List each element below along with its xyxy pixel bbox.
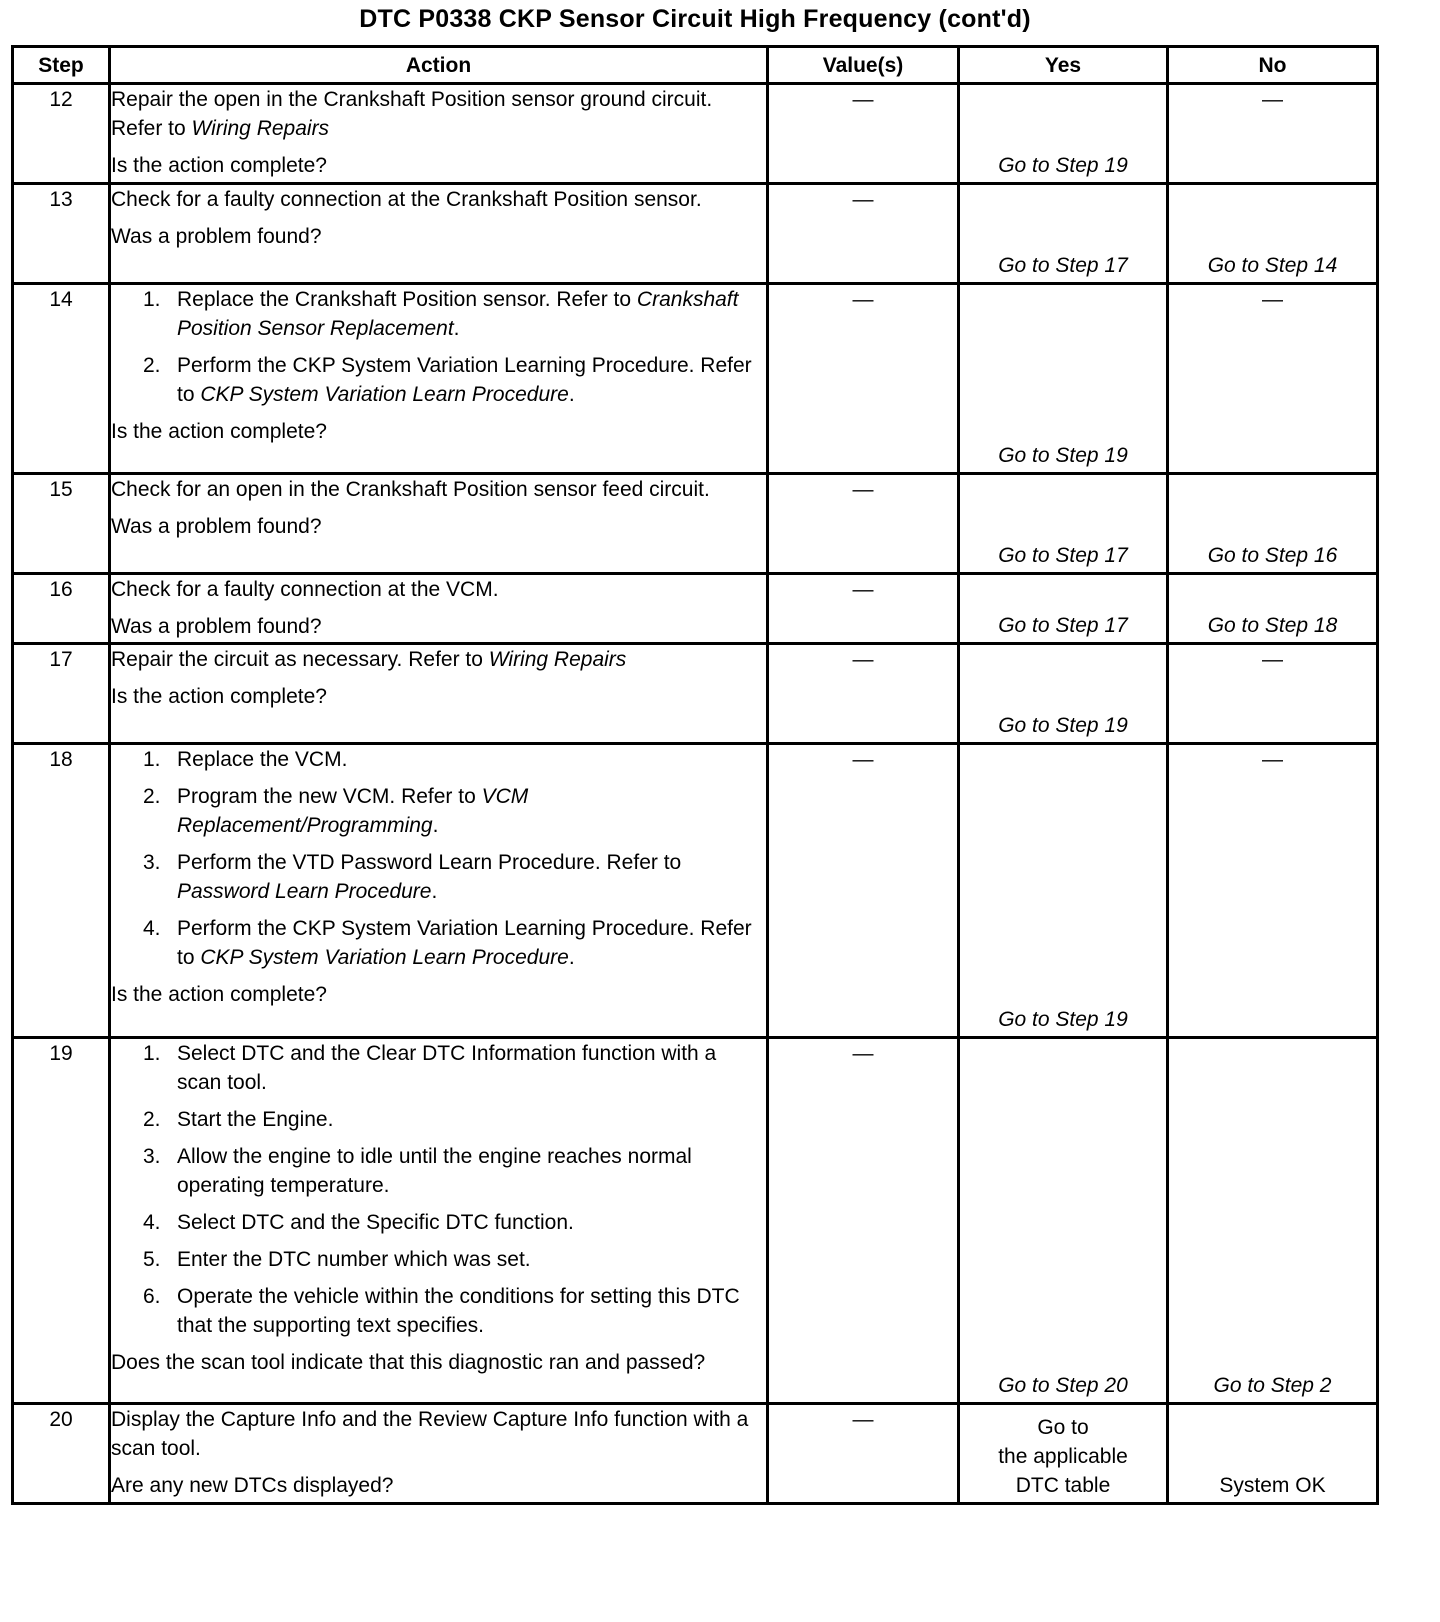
item-text: Select DTC and the Clear DTC Information function with a scan tool. <box>177 1042 717 1094</box>
table-row <box>13 184 1378 284</box>
table-row <box>13 84 1378 184</box>
action-cell <box>110 284 768 474</box>
item-text: Allow the engine to idle until the engine reaches normal operating temperature. <box>177 1145 692 1197</box>
action-text <box>111 575 766 604</box>
item-text: Perform the VTD Password Learn Procedure. Refer to <box>177 851 682 874</box>
table-row <box>13 474 1378 574</box>
item-number: 4. <box>143 917 161 940</box>
reference-link: Wiring Repairs <box>191 117 330 140</box>
action-text <box>111 1405 766 1463</box>
action-steps-list <box>111 1039 766 1340</box>
yes-cell <box>959 744 1168 1038</box>
action-cell <box>110 1038 768 1404</box>
action-cell <box>110 184 768 284</box>
diagnostic-table <box>11 45 1379 1505</box>
no-goto-step: Go to Step 16 <box>1207 544 1338 567</box>
item-text: Program the new VCM. Refer to <box>177 785 482 808</box>
reference-link: VCM Replacement/Programming <box>177 785 529 837</box>
action-step-item <box>111 351 766 409</box>
step-number: 18 <box>13 744 110 1038</box>
action-text <box>111 475 766 504</box>
yes-cell <box>959 474 1168 574</box>
yes-cell <box>959 184 1168 284</box>
no-cell <box>1168 474 1378 574</box>
no-cell: — <box>1168 744 1378 1038</box>
action-steps-list <box>111 745 766 972</box>
reference-link: Password Learn Procedure <box>177 880 432 903</box>
action-question: Are any new DTCs displayed? <box>111 1474 394 1497</box>
action-cell <box>110 574 768 644</box>
header-value: Value(s) <box>768 47 959 84</box>
item-end: . <box>453 317 460 340</box>
table-body <box>13 84 1378 1504</box>
item-end: . <box>568 946 575 969</box>
action-question: Is the action complete? <box>111 983 327 1006</box>
action-question: Is the action complete? <box>111 685 327 708</box>
item-number: 2. <box>143 785 161 808</box>
action-step-item <box>111 745 766 774</box>
page-title: DTC P0338 CKP Sensor Circuit High Frequency (cont'd) <box>359 5 1031 33</box>
item-text: Perform the CKP System Variation Learning Procedure. Refer to <box>177 354 752 406</box>
yes-goto-step: Go to Step 17 <box>998 614 1128 637</box>
yes-goto-step: Go to Step 19 <box>998 444 1128 467</box>
action-step-item <box>111 848 766 906</box>
value-cell: — <box>768 84 959 184</box>
action-text-body: Check for a faulty connection at the Crankshaft Position sensor. <box>111 188 702 211</box>
item-end: . <box>432 814 439 837</box>
value-cell: — <box>768 1038 959 1404</box>
yes-cell <box>959 644 1168 744</box>
reference-link: Wiring Repairs <box>488 648 627 671</box>
yes-goto-step: Go to Step 19 <box>998 714 1128 737</box>
no-cell <box>1168 1038 1378 1404</box>
yes-goto-step: Go to Step 19 <box>998 154 1128 177</box>
action-step-item <box>111 782 766 840</box>
action-steps-list <box>111 285 766 409</box>
action-step-item <box>111 914 766 972</box>
action-question: Is the action complete? <box>111 420 327 443</box>
action-text-body: Repair the open in the Crankshaft Position sensor ground circuit. Refer to <box>111 88 713 140</box>
no-cell <box>1168 1404 1378 1504</box>
step-number: 15 <box>13 474 110 574</box>
action-text-body: Check for an open in the Crankshaft Position sensor feed circuit. <box>111 478 710 501</box>
yes-goto-step: Go to Step 17 <box>998 544 1128 567</box>
action-cell <box>110 744 768 1038</box>
action-cell <box>110 1404 768 1504</box>
item-number: 3. <box>143 851 161 874</box>
value-cell: — <box>768 744 959 1038</box>
yes-result-line: Go to <box>1037 1416 1089 1439</box>
item-number: 5. <box>143 1248 161 1271</box>
yes-result-line: the applicable <box>998 1445 1128 1468</box>
yes-cell <box>959 1038 1168 1404</box>
action-text-body: Repair the circuit as necessary. Refer to <box>111 648 489 671</box>
item-number: 1. <box>143 1042 161 1065</box>
yes-cell <box>959 1404 1168 1504</box>
action-question: Does the scan tool indicate that this diagnostic ran and passed? <box>111 1351 706 1374</box>
table-row <box>13 1404 1378 1504</box>
action-step-item <box>111 1039 766 1097</box>
header-action: Action <box>110 47 768 84</box>
table-row <box>13 1038 1378 1404</box>
reference-link: Crankshaft Position Sensor Replacement <box>177 288 739 340</box>
item-number: 4. <box>143 1211 161 1234</box>
no-cell: — <box>1168 84 1378 184</box>
item-number: 1. <box>143 748 161 771</box>
reference-link: CKP System Variation Learn Procedure <box>200 383 569 406</box>
no-cell <box>1168 574 1378 644</box>
step-number: 19 <box>13 1038 110 1404</box>
value-cell: — <box>768 184 959 284</box>
no-goto-step: Go to Step 14 <box>1207 254 1338 277</box>
yes-goto-step: Go to Step 19 <box>998 1008 1128 1031</box>
action-question: Was a problem found? <box>111 515 322 538</box>
action-text-body: Check for a faulty connection at the VCM. <box>111 578 499 601</box>
yes-cell <box>959 574 1168 644</box>
step-number: 14 <box>13 284 110 474</box>
table-row <box>13 644 1378 744</box>
item-text: Replace the Crankshaft Position sensor. Refer to <box>177 288 637 311</box>
yes-result-line: DTC table <box>1015 1474 1111 1497</box>
action-text <box>111 645 766 674</box>
yes-goto-step: Go to Step 17 <box>998 254 1128 277</box>
no-goto-step: Go to Step 2 <box>1213 1374 1332 1397</box>
value-cell: — <box>768 284 959 474</box>
header-yes: Yes <box>959 47 1168 84</box>
action-step-item <box>111 1142 766 1200</box>
yes-goto-step: Go to Step 20 <box>998 1374 1128 1397</box>
table-row <box>13 284 1378 474</box>
action-question: Is the action complete? <box>111 154 327 177</box>
item-number: 2. <box>143 354 161 377</box>
item-number: 3. <box>143 1145 161 1168</box>
step-number: 20 <box>13 1404 110 1504</box>
action-question: Was a problem found? <box>111 615 322 638</box>
step-number: 12 <box>13 84 110 184</box>
header-step: Step <box>13 47 110 84</box>
item-text: Replace the VCM. <box>177 748 348 771</box>
item-text: Perform the CKP System Variation Learning Procedure. Refer to <box>177 917 752 969</box>
step-number: 16 <box>13 574 110 644</box>
value-cell: — <box>768 644 959 744</box>
action-text <box>111 85 766 143</box>
action-cell <box>110 84 768 184</box>
item-number: 2. <box>143 1108 161 1131</box>
action-step-item <box>111 1208 766 1237</box>
value-cell: — <box>768 474 959 574</box>
yes-cell <box>959 284 1168 474</box>
reference-link: CKP System Variation Learn Procedure <box>200 946 569 969</box>
step-number: 13 <box>13 184 110 284</box>
table-row <box>13 574 1378 644</box>
action-step-item <box>111 285 766 343</box>
table-row <box>13 744 1378 1038</box>
item-end: . <box>568 383 575 406</box>
header-no: No <box>1168 47 1378 84</box>
action-cell <box>110 644 768 744</box>
item-text: Enter the DTC number which was set. <box>177 1248 531 1271</box>
item-number: 1. <box>143 288 161 311</box>
item-end: . <box>431 880 438 903</box>
value-cell: — <box>768 574 959 644</box>
yes-result <box>960 1413 1166 1500</box>
yes-cell <box>959 84 1168 184</box>
no-cell: — <box>1168 284 1378 474</box>
item-text: Start the Engine. <box>177 1108 334 1131</box>
step-number: 17 <box>13 644 110 744</box>
no-result: System OK <box>1219 1474 1326 1497</box>
action-text <box>111 185 766 214</box>
header-row <box>13 47 1378 84</box>
item-number: 6. <box>143 1285 161 1308</box>
action-text-body: Display the Capture Info and the Review Capture Info function with a scan tool. <box>111 1408 749 1460</box>
action-step-item <box>111 1105 766 1134</box>
no-goto-step: Go to Step 18 <box>1207 614 1338 637</box>
action-cell <box>110 474 768 574</box>
no-cell <box>1168 184 1378 284</box>
action-step-item <box>111 1245 766 1274</box>
action-question: Was a problem found? <box>111 225 322 248</box>
no-cell: — <box>1168 644 1378 744</box>
item-text: Select DTC and the Specific DTC function. <box>177 1211 574 1234</box>
action-step-item <box>111 1282 766 1340</box>
item-text: Operate the vehicle within the conditions for setting this DTC that the supporting text specifies. <box>177 1285 740 1337</box>
value-cell: — <box>768 1404 959 1504</box>
